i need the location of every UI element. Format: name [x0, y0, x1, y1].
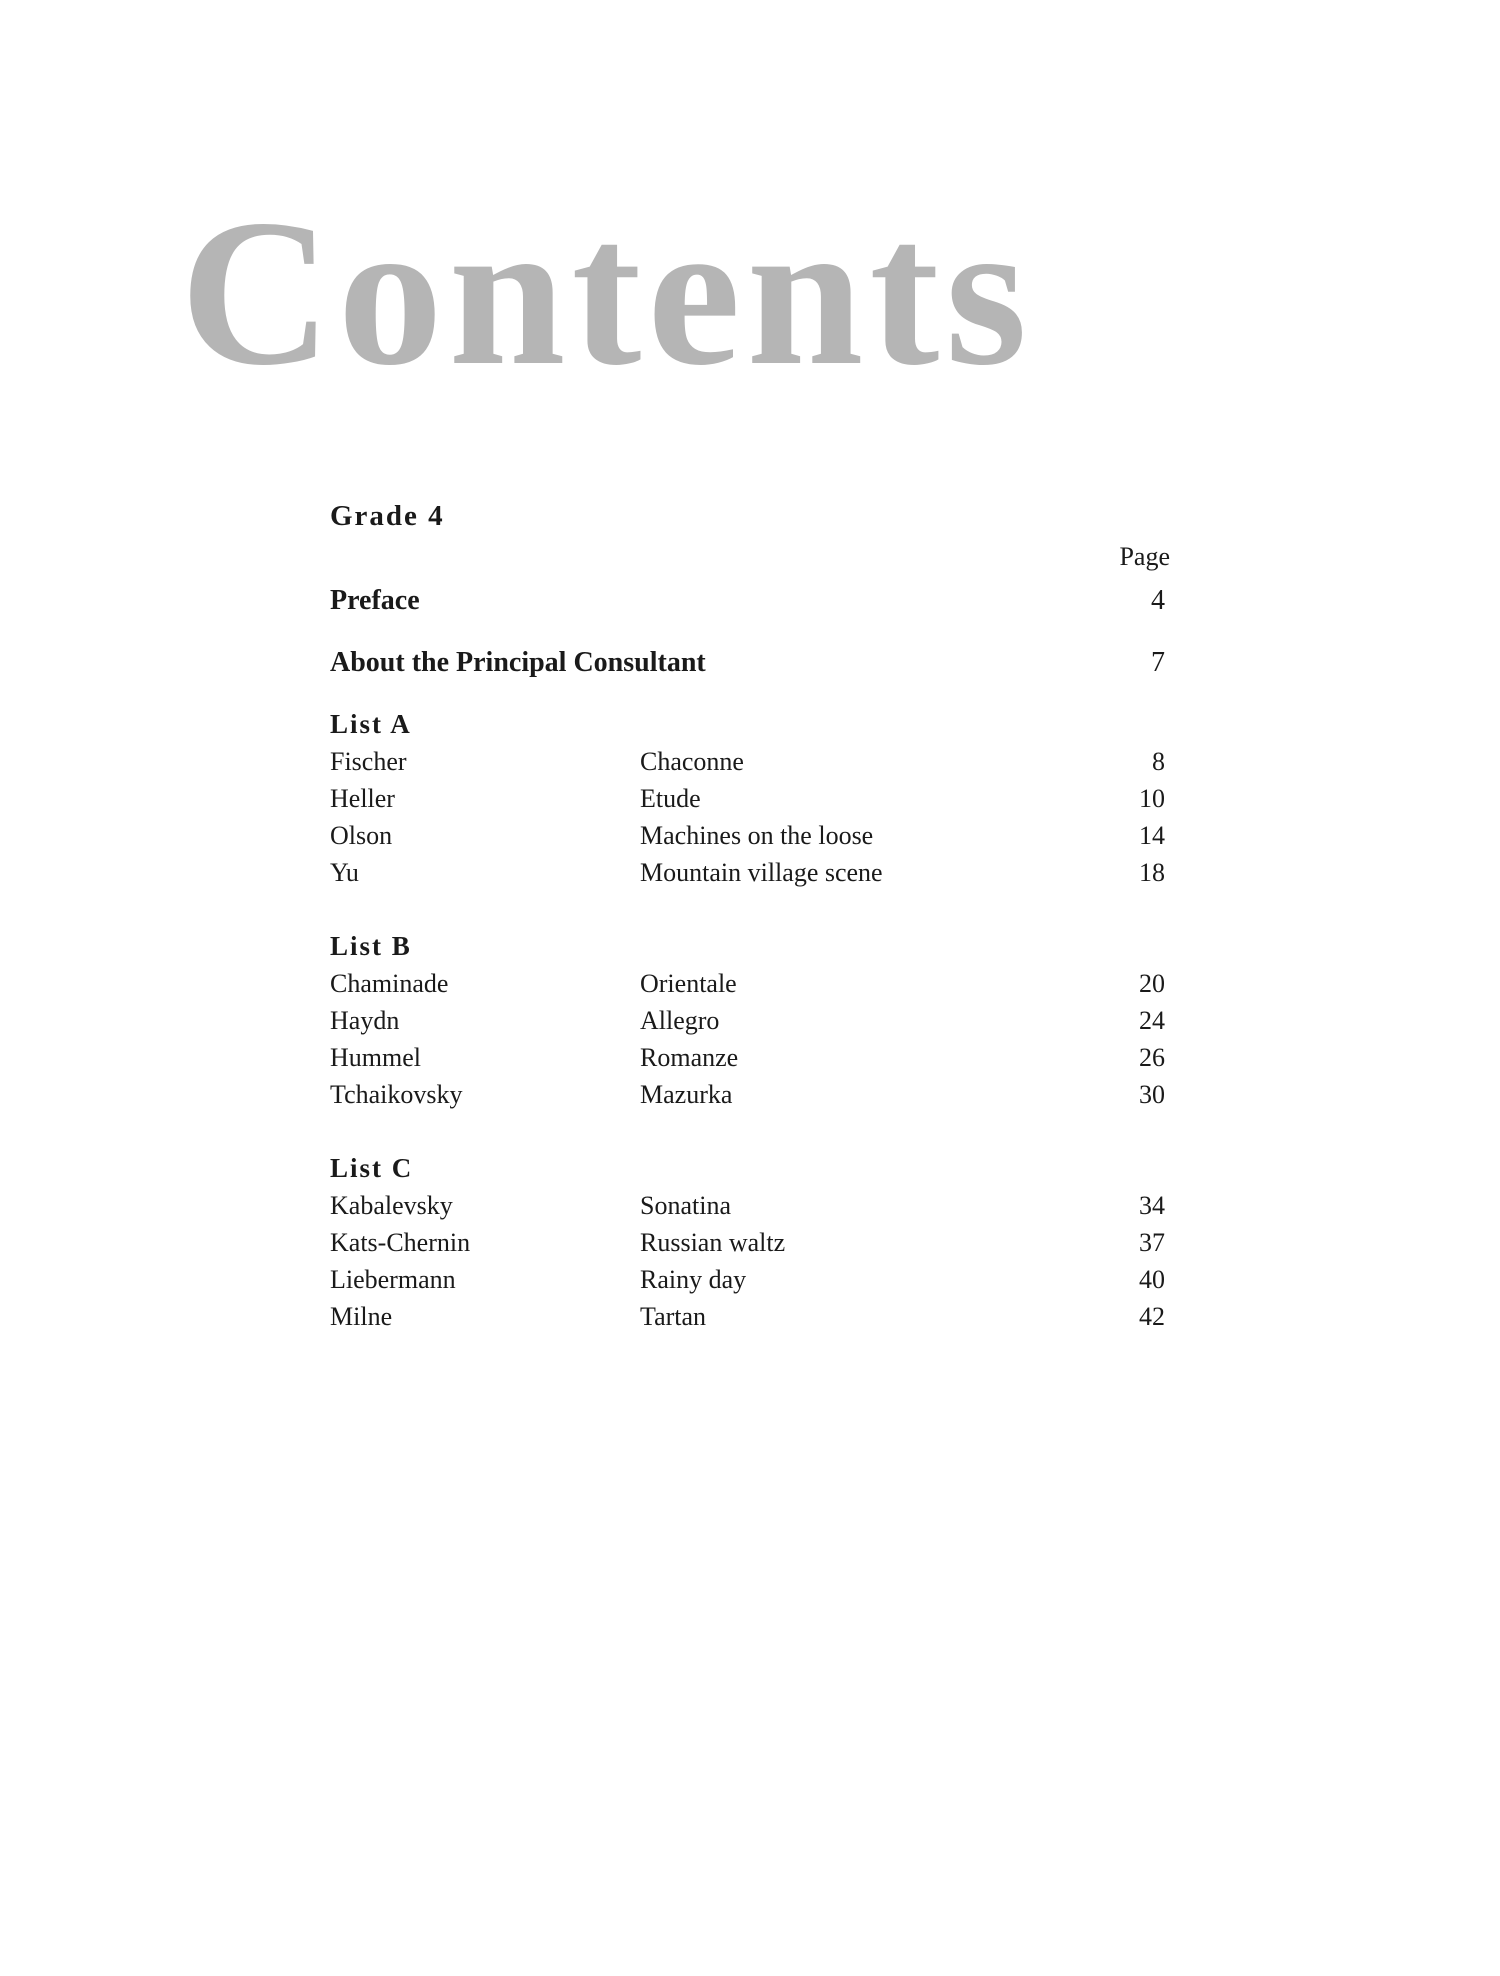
piece-title: Machines on the loose — [640, 821, 874, 850]
piece-title: Etude — [640, 784, 701, 813]
entry-title: About the Principal Consultant — [330, 647, 706, 678]
page-title: Contents — [180, 177, 1034, 409]
composer: Heller — [330, 784, 395, 813]
composer: Olson — [330, 821, 393, 850]
entry-page: 30 — [1139, 1080, 1165, 1109]
piece-title: Sonatina — [640, 1191, 731, 1220]
page-column-header: Page — [1119, 542, 1170, 571]
entry-page: 26 — [1139, 1043, 1165, 1072]
entry-page: 7 — [1151, 647, 1165, 678]
composer: Kabalevsky — [330, 1191, 453, 1220]
toc-entry-preface[interactable] — [330, 585, 1165, 625]
entry-title: Preface — [330, 585, 420, 616]
entry-page: 4 — [1151, 585, 1165, 616]
piece-title: Russian waltz — [640, 1228, 786, 1257]
composer: Haydn — [330, 1006, 400, 1035]
toc-entry[interactable] — [330, 1191, 1165, 1231]
entry-page: 20 — [1139, 969, 1165, 998]
entry-page: 40 — [1139, 1265, 1165, 1294]
entry-page: 18 — [1139, 858, 1165, 887]
piece-title: Allegro — [640, 1006, 720, 1035]
toc-entry[interactable] — [330, 1228, 1165, 1268]
piece-title: Mountain village scene — [640, 858, 883, 887]
composer: Milne — [330, 1302, 393, 1331]
toc-entry[interactable] — [330, 821, 1165, 861]
entry-page: 8 — [1152, 747, 1165, 776]
composer: Hummel — [330, 1043, 421, 1072]
toc-entry[interactable] — [330, 1080, 1165, 1120]
composer: Tchaikovsky — [330, 1080, 463, 1109]
toc-entry[interactable] — [330, 1265, 1165, 1305]
entry-page: 37 — [1139, 1228, 1165, 1257]
piece-title: Romanze — [640, 1043, 739, 1072]
piece-title: Orientale — [640, 969, 737, 998]
composer: Fischer — [330, 747, 407, 776]
toc-entry[interactable] — [330, 747, 1165, 787]
entry-page: 14 — [1139, 821, 1165, 850]
composer: Liebermann — [330, 1265, 456, 1294]
entry-page: 24 — [1139, 1006, 1165, 1035]
piece-title: Tartan — [640, 1302, 707, 1331]
entry-page: 34 — [1139, 1191, 1165, 1220]
composer: Kats-Chernin — [330, 1228, 471, 1257]
grade-heading: Grade 4 — [330, 500, 445, 532]
piece-title: Mazurka — [640, 1080, 733, 1109]
toc-entry[interactable] — [330, 1302, 1165, 1342]
entry-page: 42 — [1139, 1302, 1165, 1331]
toc-entry[interactable] — [330, 1043, 1165, 1083]
entry-page: 10 — [1139, 784, 1165, 813]
list-c-heading: List C — [330, 1153, 414, 1183]
toc-entry[interactable] — [330, 969, 1165, 1009]
piece-title: Chaconne — [640, 747, 744, 776]
composer: Chaminade — [330, 969, 449, 998]
toc-entry[interactable] — [330, 858, 1165, 898]
toc-entry[interactable] — [330, 1006, 1165, 1046]
toc-entry[interactable] — [330, 784, 1165, 824]
list-b-heading: List B — [330, 931, 412, 961]
composer: Yu — [330, 858, 359, 887]
list-a-heading: List A — [330, 709, 412, 739]
toc-entry-about-consultant[interactable] — [330, 647, 1165, 687]
piece-title: Rainy day — [640, 1265, 747, 1294]
